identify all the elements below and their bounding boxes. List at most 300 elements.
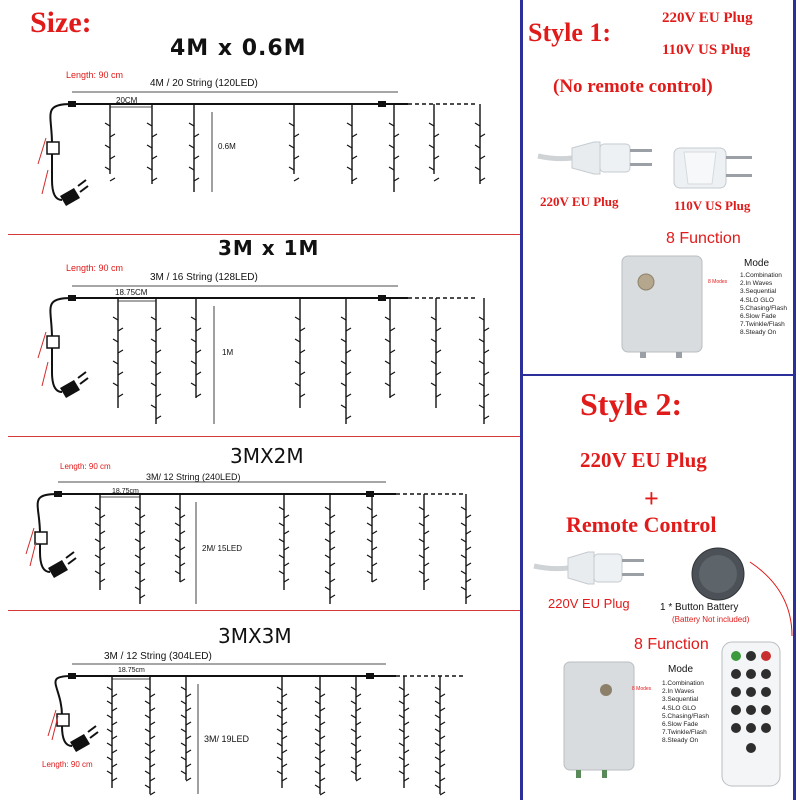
led-bulb: [385, 339, 390, 342]
led-bulb: [404, 694, 409, 697]
style2-plug: 220V EU Plug: [580, 448, 707, 472]
led-bulb: [404, 764, 409, 767]
led-bulb: [140, 531, 145, 534]
led-bulb: [150, 778, 155, 781]
led-bulb: [112, 764, 117, 767]
led-bulb: [113, 361, 118, 364]
led-bulb: [320, 778, 325, 781]
led-bulb: [440, 778, 445, 781]
led-bulb: [107, 743, 112, 746]
led-bulb: [112, 722, 117, 725]
led-bulb: [112, 750, 117, 753]
led-bulb: [351, 743, 356, 746]
led-bulb: [315, 757, 320, 760]
led-bulb: [150, 736, 155, 739]
mode-list: [740, 272, 787, 338]
led-bulb: [341, 383, 346, 386]
led-bulb: [140, 579, 145, 582]
led-bulb: [424, 547, 429, 550]
led-bulb: [320, 722, 325, 725]
panel-title: 3MX3M: [218, 624, 292, 648]
led-bulb: [151, 339, 156, 342]
led-bulb: [112, 778, 117, 781]
led-bulb: [351, 715, 356, 718]
led-bulb: [295, 361, 300, 364]
led-bulb: [295, 339, 300, 342]
spacing-label: 20CM: [116, 96, 138, 105]
battery-note: (Battery Not included): [672, 615, 750, 624]
led-bulb: [112, 694, 117, 697]
led-bulb: [113, 383, 118, 386]
function-title: 8 Function: [666, 230, 741, 247]
led-bulb: [95, 555, 100, 558]
mode-item: 3.Sequential: [740, 288, 777, 296]
led-bulb: [300, 394, 305, 397]
string-label: 3M / 12 String (304LED): [104, 651, 212, 662]
led-bulb: [320, 708, 325, 711]
led-bulb: [181, 771, 186, 774]
led-bulb: [112, 708, 117, 711]
style1-plug-us: 110V US Plug: [662, 42, 751, 58]
led-bulb: [325, 555, 330, 558]
led-bulb: [351, 757, 356, 760]
style1-note: (No remote control): [553, 76, 713, 97]
led-bulb: [404, 708, 409, 711]
led-bulb: [107, 771, 112, 774]
height-label: 3M/ 19LED: [204, 734, 250, 744]
cord-connector: [35, 532, 47, 544]
led-bulb: [175, 555, 180, 558]
panel-title: 4M x 0.6M: [170, 36, 307, 61]
mode-list: [662, 680, 709, 746]
string-label: 3M / 16 String (128LED): [150, 272, 258, 283]
led-bulb: [107, 701, 112, 704]
led-bulb: [351, 729, 356, 732]
led-bulb: [100, 547, 105, 550]
led-bulb: [431, 339, 436, 342]
led-bulb: [436, 372, 441, 375]
led-bulb: [300, 372, 305, 375]
led-bulb: [150, 694, 155, 697]
led-bulb: [284, 515, 289, 518]
led-bulb: [461, 587, 466, 590]
length-label: Length: 90 cm: [42, 760, 93, 769]
led-bulb: [466, 563, 471, 566]
led-bulb: [135, 523, 140, 526]
mode-item: 8.Steady On: [740, 329, 777, 337]
led-bulb: [372, 579, 377, 582]
led-bulb: [484, 394, 489, 397]
led-bulb: [367, 539, 372, 542]
led-bulb: [461, 507, 466, 510]
length-label: Length: 90 cm: [66, 70, 124, 80]
led-bulb: [196, 350, 201, 353]
led-bulb: [320, 792, 325, 795]
cord-connector: [57, 714, 69, 726]
led-bulb: [419, 555, 424, 558]
led-bulb: [320, 764, 325, 767]
led-bulb: [113, 317, 118, 320]
led-bulb: [330, 515, 335, 518]
led-bulb: [186, 694, 191, 697]
led-bulb: [399, 701, 404, 704]
led-bulb: [100, 579, 105, 582]
led-bulb: [356, 694, 361, 697]
led-bulb: [140, 515, 145, 518]
led-bulb: [346, 372, 351, 375]
wire-connector: [68, 673, 76, 679]
led-bulb: [372, 531, 377, 534]
led-bulb: [150, 722, 155, 725]
led-bulb: [346, 394, 351, 397]
led-bulb: [118, 350, 123, 353]
led-bulb: [284, 531, 289, 534]
led-bulb: [484, 328, 489, 331]
led-bulb: [180, 515, 185, 518]
wire-connector: [68, 295, 76, 301]
led-bulb: [440, 722, 445, 725]
led-bulb: [145, 715, 150, 718]
led-bulb: [440, 792, 445, 795]
led-bulb: [145, 771, 150, 774]
led-bulb: [180, 531, 185, 534]
led-bulb: [107, 757, 112, 760]
led-bulb: [282, 694, 287, 697]
wire-connector: [366, 491, 374, 497]
spacing-label: 18.75cm: [118, 667, 145, 674]
led-bulb: [484, 350, 489, 353]
led-bulb: [277, 715, 282, 718]
led-bulb: [279, 523, 284, 526]
mode-item: 4.SLO GLO: [740, 296, 774, 304]
led-bulb: [431, 383, 436, 386]
led-bulb: [440, 764, 445, 767]
led-bulb: [196, 372, 201, 375]
led-bulb: [419, 507, 424, 510]
led-bulb: [431, 361, 436, 364]
led-bulb: [95, 539, 100, 542]
led-bulb: [112, 736, 117, 739]
led-bulb: [156, 372, 161, 375]
led-bulb: [118, 372, 123, 375]
led-bulb: [282, 708, 287, 711]
led-bulb: [145, 701, 150, 704]
caption-eu-plug: 220V EU Plug: [540, 194, 619, 209]
led-bulb: [466, 579, 471, 582]
mode-title: Mode: [744, 258, 770, 269]
led-bulb: [156, 350, 161, 353]
led-bulb: [315, 715, 320, 718]
pointer-line: [740, 560, 800, 640]
led-bulb: [436, 394, 441, 397]
led-bulb: [180, 563, 185, 566]
led-bulb: [479, 383, 484, 386]
led-bulb: [191, 383, 196, 386]
led-bulb: [175, 507, 180, 510]
led-bulb: [277, 757, 282, 760]
plug-icon: [70, 734, 90, 752]
led-bulb: [372, 515, 377, 518]
spacing-label: 18.75cm: [112, 488, 139, 495]
led-bulb: [191, 317, 196, 320]
led-bulb: [325, 571, 330, 574]
led-bulb: [191, 339, 196, 342]
led-bulb: [279, 555, 284, 558]
led-bulb: [315, 687, 320, 690]
led-bulb: [440, 736, 445, 739]
mode-item: 5.Chasing/Flash: [740, 304, 787, 312]
mode-item: 2.In Waves: [740, 280, 773, 288]
led-bulb: [140, 595, 145, 598]
led-bulb: [279, 507, 284, 510]
led-bulb: [140, 563, 145, 566]
led-bulb: [135, 587, 140, 590]
led-bulb: [346, 416, 351, 419]
caption-us-plug: 110V US Plug: [674, 198, 751, 213]
led-bulb: [356, 736, 361, 739]
led-bulb: [295, 383, 300, 386]
length-label: Length: 90 cm: [66, 263, 124, 273]
led-bulb: [145, 687, 150, 690]
led-bulb: [367, 555, 372, 558]
led-bulb: [181, 687, 186, 690]
led-bulb: [479, 339, 484, 342]
led-bulb: [435, 771, 440, 774]
led-bulb: [150, 792, 155, 795]
led-bulb: [145, 785, 150, 788]
led-bulb: [196, 394, 201, 397]
led-bulb: [367, 571, 372, 574]
cord-connector: [47, 336, 59, 348]
led-bulb: [440, 694, 445, 697]
style2-plus: +: [644, 484, 659, 513]
height-label: 1M: [222, 348, 234, 357]
height-label: 2M/ 15LED: [202, 544, 243, 553]
mode-title: Mode: [668, 664, 694, 675]
led-bulb: [118, 394, 123, 397]
led-bulb: [351, 701, 356, 704]
led-bulb: [435, 729, 440, 732]
led-bulb: [186, 750, 191, 753]
controller-box-icon: [620, 250, 710, 360]
led-bulb: [435, 785, 440, 788]
led-bulb: [479, 317, 484, 320]
battery-label: 1 * Button Battery: [660, 602, 739, 613]
led-bulb: [330, 547, 335, 550]
led-bulb: [145, 757, 150, 760]
led-bulb: [330, 563, 335, 566]
led-bulb: [295, 317, 300, 320]
led-bulb: [150, 764, 155, 767]
led-bulb: [150, 708, 155, 711]
led-bulb: [346, 350, 351, 353]
led-bulb: [351, 771, 356, 774]
led-bulb: [315, 729, 320, 732]
led-bulb: [385, 361, 390, 364]
spacing-label: 18.75CM: [115, 288, 148, 297]
led-bulb: [325, 507, 330, 510]
led-bulb: [107, 687, 112, 690]
led-bulb: [284, 547, 289, 550]
led-bulb: [151, 383, 156, 386]
led-bulb: [320, 750, 325, 753]
led-bulb: [282, 750, 287, 753]
led-bulb: [484, 372, 489, 375]
led-bulb: [95, 571, 100, 574]
led-bulb: [282, 764, 287, 767]
led-bulb: [175, 571, 180, 574]
led-bulb: [180, 579, 185, 582]
led-bulb: [284, 563, 289, 566]
led-bulb: [282, 736, 287, 739]
style1-title: Style 1:: [528, 18, 612, 47]
led-bulb: [367, 523, 372, 526]
mode-item: 7.Twinkle/Flash: [740, 321, 785, 329]
led-bulb: [431, 317, 436, 320]
panel-divider-3: [8, 610, 520, 611]
led-bulb: [356, 764, 361, 767]
led-bulb: [479, 361, 484, 364]
led-bulb: [390, 372, 395, 375]
led-bulb: [399, 743, 404, 746]
controller-tag: 8 Modes: [632, 686, 652, 692]
led-bulb: [461, 539, 466, 542]
led-bulb: [341, 339, 346, 342]
led-bulb: [399, 771, 404, 774]
led-bulb: [186, 722, 191, 725]
mode-item: 7.Twinkle/Flash: [662, 729, 707, 737]
led-bulb: [145, 729, 150, 732]
led-bulb: [325, 523, 330, 526]
wire-connector: [378, 295, 386, 301]
curtain-diagram: [0, 0, 520, 200]
led-bulb: [436, 328, 441, 331]
led-bulb: [277, 701, 282, 704]
led-bulb: [390, 328, 395, 331]
led-bulb: [186, 764, 191, 767]
led-bulb: [175, 523, 180, 526]
led-bulb: [399, 687, 404, 690]
led-bulb: [181, 743, 186, 746]
led-bulb: [424, 515, 429, 518]
led-bulb: [113, 339, 118, 342]
led-bulb: [315, 771, 320, 774]
led-bulb: [404, 778, 409, 781]
led-bulb: [440, 750, 445, 753]
led-bulb: [191, 361, 196, 364]
led-bulb: [330, 579, 335, 582]
eu-plug-icon: [536, 134, 666, 194]
led-bulb: [118, 328, 123, 331]
led-bulb: [461, 523, 466, 526]
led-bulb: [135, 507, 140, 510]
led-bulb: [424, 579, 429, 582]
led-bulb: [341, 405, 346, 408]
string-label: 4M / 20 String (120LED): [150, 78, 258, 89]
led-bulb: [419, 571, 424, 574]
led-bulb: [424, 563, 429, 566]
led-bulb: [320, 736, 325, 739]
led-bulb: [385, 317, 390, 320]
led-bulb: [466, 515, 471, 518]
led-bulb: [385, 383, 390, 386]
panel-title: 3M x 1M: [218, 236, 320, 260]
led-bulb: [372, 563, 377, 566]
led-bulb: [277, 729, 282, 732]
led-bulb: [435, 701, 440, 704]
led-bulb: [330, 531, 335, 534]
led-bulb: [466, 547, 471, 550]
mode-item: 3.Sequential: [662, 696, 699, 704]
led-bulb: [436, 350, 441, 353]
remote-control-icon: [720, 640, 784, 790]
led-bulb: [315, 785, 320, 788]
mode-item: 1.Combination: [662, 680, 704, 687]
led-bulb: [435, 757, 440, 760]
led-bulb: [151, 361, 156, 364]
led-bulb: [356, 778, 361, 781]
style2-title: Style 2:: [580, 386, 683, 422]
led-bulb: [466, 531, 471, 534]
led-bulb: [181, 757, 186, 760]
led-bulb: [367, 507, 372, 510]
led-bulb: [315, 701, 320, 704]
led-bulb: [196, 328, 201, 331]
led-bulb: [372, 547, 377, 550]
led-bulb: [300, 350, 305, 353]
led-bulb: [440, 708, 445, 711]
led-bulb: [419, 539, 424, 542]
led-bulb: [435, 743, 440, 746]
vertical-divider: [520, 0, 523, 800]
led-bulb: [175, 539, 180, 542]
led-bulb: [95, 507, 100, 510]
led-bulb: [156, 394, 161, 397]
led-bulb: [145, 743, 150, 746]
led-bulb: [156, 416, 161, 419]
mode-item: 8.Steady On: [662, 737, 699, 745]
led-bulb: [150, 750, 155, 753]
led-bulb: [100, 563, 105, 566]
style1-plug-eu: 220V EU Plug: [662, 10, 753, 26]
led-bulb: [284, 579, 289, 582]
led-bulb: [341, 361, 346, 364]
mode-item: 6.Slow Fade: [740, 313, 777, 321]
led-bulb: [424, 531, 429, 534]
size-heading: Size:: [30, 6, 92, 39]
led-bulb: [461, 571, 466, 574]
led-bulb: [279, 539, 284, 542]
led-bulb: [282, 778, 287, 781]
led-bulb: [300, 328, 305, 331]
led-bulb: [346, 328, 351, 331]
led-bulb: [107, 715, 112, 718]
led-bulb: [156, 328, 161, 331]
led-bulb: [390, 394, 395, 397]
led-bulb: [279, 571, 284, 574]
led-bulb: [135, 571, 140, 574]
led-bulb: [404, 722, 409, 725]
led-bulb: [151, 405, 156, 408]
mode-item: 2.In Waves: [662, 688, 695, 696]
led-bulb: [466, 595, 471, 598]
led-bulb: [107, 729, 112, 732]
led-bulb: [135, 539, 140, 542]
led-bulb: [186, 778, 191, 781]
mode-item: 5.Chasing/Flash: [662, 712, 709, 720]
led-bulb: [356, 722, 361, 725]
power-cord: [55, 676, 72, 746]
